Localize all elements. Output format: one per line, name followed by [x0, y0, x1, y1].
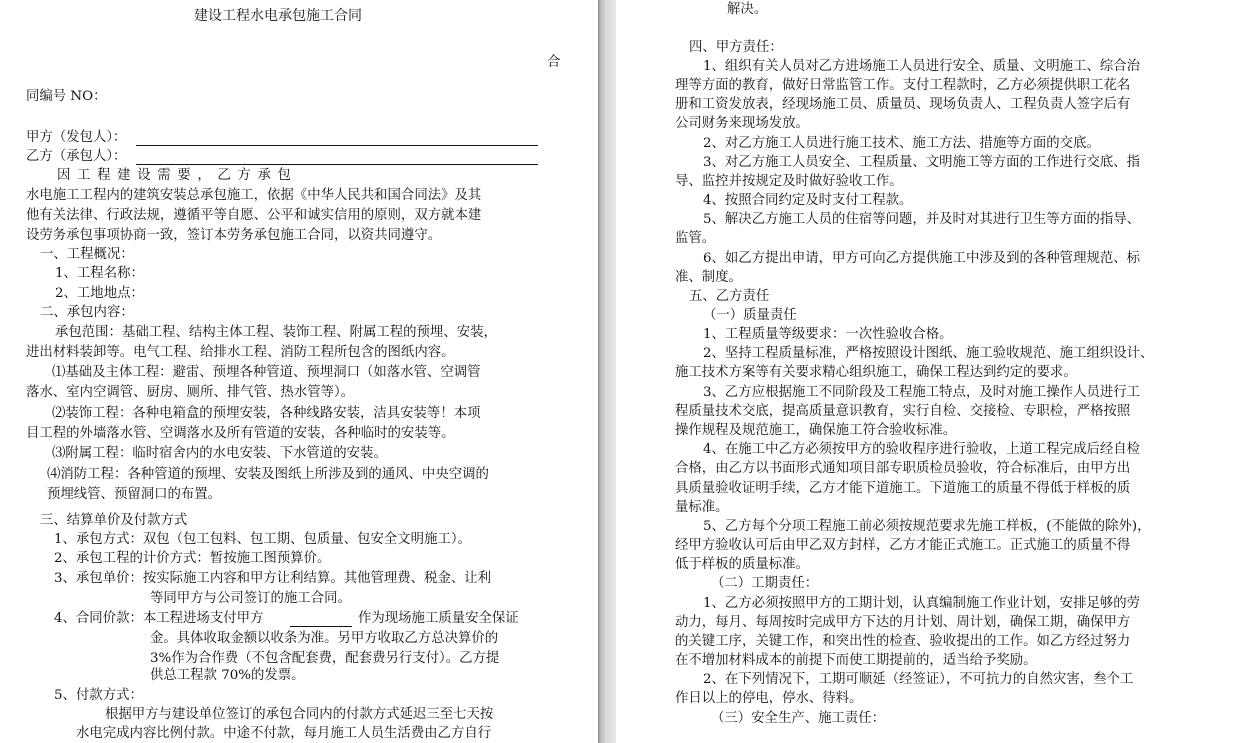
text-line: 4、在施工中乙方必须按甲方的验收程序进行验收，上道工程完成后经自检	[703, 442, 1141, 457]
scope-item: 预埋线管、预留洞口的布置。	[47, 487, 222, 502]
payment-line: 3%作为合作费（不包含配套费，配套费另行支付）。乙方提	[150, 651, 500, 666]
party-b-blank	[136, 150, 538, 165]
text-line: 5、乙方每个分项工程施工前必须按规范要求先施工样板，(不能做的除外)，	[703, 519, 1151, 534]
document-title: 建设工程水电承包施工合同	[194, 8, 362, 24]
scope-item: ⑴基础及主体工程：避雷、预埋各种管道、预埋洞口（如落水管、空调管	[52, 365, 481, 380]
text-line: 解决。	[727, 2, 768, 17]
subsection-heading: （三）安全生产、施工责任：	[711, 711, 886, 726]
text-line: 公司财务来现场发放。	[675, 116, 809, 131]
party-a-blank	[136, 131, 538, 146]
text-line: 导、监控并按规定及时做好验收工作。	[675, 174, 903, 189]
subsection-heading: （一）质量责任	[703, 308, 797, 323]
page-divider	[598, 0, 616, 743]
text-line: 量标准。	[675, 500, 729, 515]
text-line: 在不增加材料成本的前提下而使工期提前的，适当给予奖励。	[675, 653, 1037, 668]
contract-no-label: 合	[547, 55, 561, 70]
payment-line: 等同甲方与公司签订的施工合同。	[150, 591, 351, 606]
text-line: 动力，每月、每周按时完成甲方下达的月计划、周计划，确保工期，确保甲方	[675, 615, 1131, 630]
scope-line: 承包范围：基础工程、结构主体工程、装饰工程、附属工程的预埋、安装，	[55, 325, 497, 340]
payment-line: 2、承包工程的计价方式：暂按施工图预算价。	[54, 551, 331, 566]
section-heading: 一、工程概况：	[40, 247, 134, 262]
section-heading: 四、甲方责任：	[689, 40, 783, 55]
section-heading: 二、承包内容：	[40, 305, 134, 320]
text-line: 4、按照合同约定及时支付工程款。	[703, 193, 913, 208]
scope-item: ⑶附属工程：临时宿舍内的水电安装、下水管道的安装。	[52, 446, 387, 461]
text-line: 施工技术方案等有关要求精心组织施工，确保工程达到约定的要求。	[675, 365, 1077, 380]
payment-line: 作为现场施工质量安全保证	[358, 611, 519, 626]
text-line: 2、在下列情况下，工期可顺延（经签证），不可抗力的自然灾害，叁个工	[703, 672, 1134, 687]
payment-line: 3、承包单价：按实际施工内容和甲方让利结算。其他管理费、税金、让利	[54, 571, 492, 586]
text-line: 2、对乙方施工人员进行施工技术、施工方法、措施等方面的交底。	[703, 136, 1100, 151]
party-a-label: 甲方（发包人）：	[26, 130, 127, 145]
text-line: 理等方面的教育，做好日常监管工作。支付工程款时，乙方必须提供职工花名	[675, 78, 1131, 93]
payment-line: 根据甲方与建设单位签订的承包合同内的付款方式延迟三至七天按	[105, 707, 494, 722]
text-line: 监管。	[675, 231, 716, 246]
scope-item: 落水、室内空调管、厨房、厕所、排气管、热水管等）。	[26, 385, 355, 400]
text-line: 经甲方验收认可后由甲乙双方封样，乙方才能正式施工。正式施工的质量不得	[675, 538, 1131, 553]
text-line: 的关键工序，关键工作，和突出性的检查、验收提出的工作。如乙方经过努力	[675, 634, 1131, 649]
text-line: 低于样板的质量标准。	[675, 557, 809, 572]
section-item: 2、工地地点：	[55, 286, 144, 301]
payment-line: 供总工程款 70%的发票。	[150, 668, 305, 683]
intro-line: 因 工 程 建 设 需 要 ， 乙 方 承 包	[57, 168, 293, 183]
payment-line: 金。具体收取金额以收条为准。另甲方收取乙方总决算价的	[150, 631, 499, 646]
intro-line: 他有关法律、行政法规，遵循平等自愿、公平和诚实信用的原则，双方就本建	[26, 208, 482, 223]
intro-line: 设劳务承包事项协商一致，签订本劳务承包施工合同，以资共同遵守。	[26, 228, 442, 243]
party-b-label: 乙方（承包人）：	[26, 149, 127, 164]
text-line: 合格，由乙方以书面形式通知项目部专职质检员验收，符合标准后，由甲方出	[675, 461, 1131, 476]
scope-line: 进出材料装卸等。电气工程、给排水工程、消防工程所包含的图纸内容。	[26, 345, 455, 360]
text-line: 3、乙方应根据施工不同阶段及工程施工特点，及时对施工操作人员进行工	[703, 385, 1141, 400]
amount-blank	[290, 612, 352, 627]
section-item: 1、工程名称：	[55, 266, 144, 281]
text-line: 1、组织有关人员对乙方进场施工人员进行安全、质量、文明施工、综合治	[703, 59, 1141, 74]
intro-line: 水电施工工程内的建筑安装总承包施工，依据《中华人民共和国合同法》及其	[26, 188, 482, 203]
text-line: 3、对乙方施工人员安全、工程质量、文明施工等方面的工作进行交底、指	[703, 155, 1141, 170]
text-line: 2、坚持工程质量标准，严格按照设计图纸、施工验收规范、施工组织设计、	[703, 346, 1154, 361]
payment-line: 5、付款方式：	[54, 688, 143, 703]
left-page[interactable]	[0, 0, 598, 743]
payment-line: 4、合同价款：本工程进场支付甲方	[54, 611, 264, 626]
scope-item: ⑷消防工程：各种管道的预埋、安装及图纸上所涉及到的通风、中央空调的	[47, 467, 489, 482]
scope-item: 目工程的外墙落水管、空调落水及所有管道的安装，各种临时的安装等。	[26, 426, 455, 441]
section-heading: 五、乙方责任	[689, 289, 770, 304]
payment-line: 1、承包方式：双包（包工包料、包工期、包质量、包安全文明施工）。	[54, 532, 471, 547]
contract-no-label-cont: 同编号 NO：	[26, 89, 107, 104]
text-line: 操作规程及规范施工，确保施工符合验收标准。	[675, 423, 957, 438]
text-line: 册和工资发放表，经现场施工员、质量员、现场负责人、工程负责人签字后有	[675, 97, 1131, 112]
text-line: 1、乙方必须按照甲方的工期计划，认真编制施工作业计划，安排足够的劳	[703, 596, 1141, 611]
text-line: 准、制度。	[675, 270, 742, 285]
text-line: 作日以上的停电，停水、待料。	[675, 691, 863, 706]
text-line: 6、如乙方提出申请，甲方可向乙方提供施工中涉及到的各种管理规范、标	[703, 251, 1141, 266]
payment-line: 水电完成内容比例付款。中途不付款，每月施工人员生活费由乙方自行	[76, 726, 492, 741]
text-line: 1、工程质量等级要求：一次性验收合格。	[703, 327, 953, 342]
section-heading: 三、结算单价及付款方式	[40, 513, 188, 528]
text-line: 5、解决乙方施工人员的住宿等问题，并及时对其进行卫生等方面的指导、	[703, 212, 1141, 227]
text-line: 程质量技术交底，提高质量意识教育，实行自检、交接检、专职检，严格按照	[675, 404, 1131, 419]
scope-item: ⑵装饰工程：各种电箱盒的预埋安装，各种线路安装，洁具安装等！本项	[52, 406, 481, 421]
text-line: 具质量验收证明手续，乙方才能下道施工。下道施工的质量不得低于样板的质	[675, 481, 1131, 496]
subsection-heading: （二）工期责任：	[711, 576, 819, 591]
right-page[interactable]	[616, 0, 1236, 743]
